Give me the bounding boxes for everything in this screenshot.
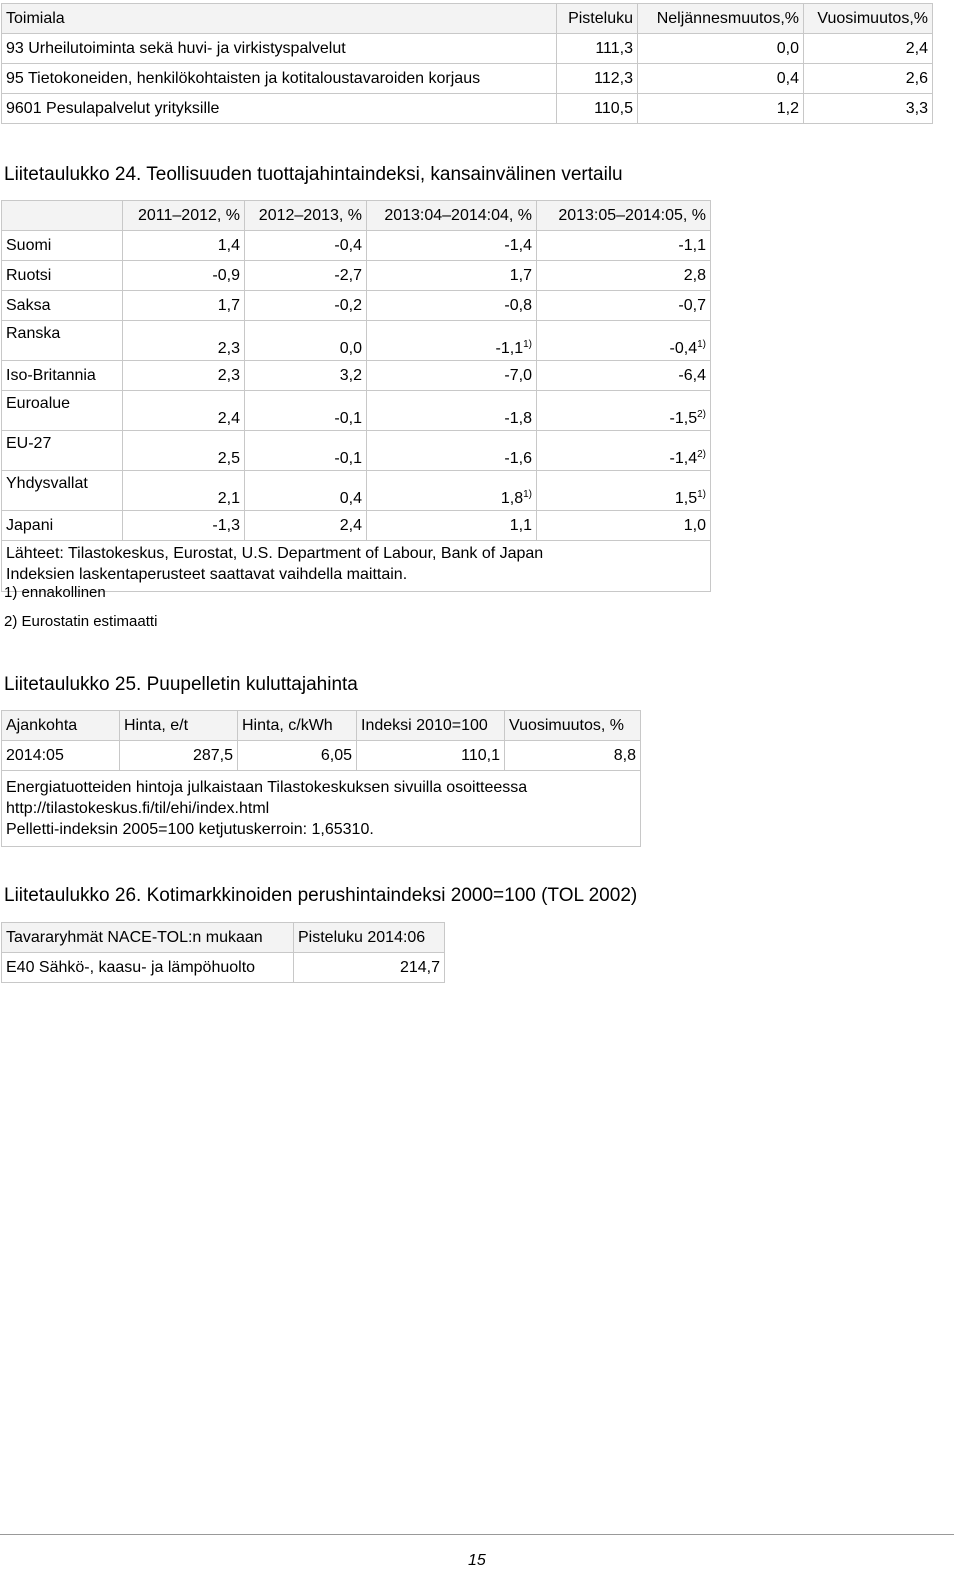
- cell-value: -0,7: [678, 296, 706, 314]
- info-url: http://tilastokeskus.fi/til/ehi/index.html: [6, 800, 270, 817]
- method-line: Indeksien laskentaperusteet saattavat vaihdella maittain.: [6, 566, 408, 583]
- sources-note: [2, 541, 711, 592]
- cell: [123, 261, 245, 291]
- cell: 8,8: [505, 741, 641, 771]
- row-label: Ruotsi: [2, 261, 123, 291]
- wood-pellet-price-table: [1, 710, 641, 847]
- cell-value: -0,2: [334, 296, 362, 314]
- cell-value: 2,4: [339, 516, 362, 534]
- footnote-marker: 2): [697, 449, 706, 460]
- column-header: Pisteluku: [557, 4, 638, 34]
- cell: [123, 231, 245, 261]
- cell: 287,5: [120, 741, 238, 771]
- table-25-caption: Liitetaulukko 25. Puupelletin kuluttajahinta: [4, 674, 358, 695]
- cell-value: -7,0: [504, 366, 532, 384]
- cell: 2014:05: [2, 741, 120, 771]
- cell: [537, 361, 711, 391]
- cell: [123, 511, 245, 541]
- cell-value: -1,4: [669, 450, 698, 467]
- service-price-index-table: [1, 3, 933, 124]
- cell: [245, 511, 367, 541]
- cell-value: 0,0: [339, 340, 362, 357]
- cell-value: -0,1: [334, 410, 362, 427]
- table-row: [2, 231, 711, 261]
- cell: 95 Tietokoneiden, henkilökohtaisten ja kotitaloustavaroiden korjaus: [2, 64, 557, 94]
- cell: [245, 431, 367, 471]
- table-row: [2, 953, 445, 983]
- cell: [123, 291, 245, 321]
- cell: 0,4: [638, 64, 804, 94]
- info-line: Energiatuotteiden hintoja julkaistaan Tilastokeskuksen sivuilla osoitteessa: [6, 779, 528, 796]
- info-row: [2, 771, 641, 847]
- cell: 2,6: [804, 64, 933, 94]
- cell: [245, 391, 367, 431]
- cell-value: -1,8: [504, 410, 532, 427]
- table-24-caption: Liitetaulukko 24. Teollisuuden tuottajahintaindeksi, kansainvälinen vertailu: [4, 164, 623, 185]
- cell-value: 1,0: [683, 516, 706, 534]
- table-row: [2, 291, 711, 321]
- table-row: [2, 261, 711, 291]
- cell-value: 3,2: [339, 366, 362, 384]
- cell: [123, 391, 245, 431]
- column-header: Vuosimuutos,%: [804, 4, 933, 34]
- cell-value: 1,7: [217, 296, 240, 314]
- cell: [245, 261, 367, 291]
- cell-value: -0,4: [334, 236, 362, 254]
- footnote-preliminary: 1) ennakollinen: [4, 584, 106, 601]
- cell-value: 1,7: [509, 266, 532, 284]
- cell: [245, 471, 367, 511]
- cell: [367, 261, 537, 291]
- table-row: [2, 431, 711, 471]
- page-number: 15: [468, 1552, 486, 1569]
- cell: [367, 321, 537, 361]
- cell: [367, 511, 537, 541]
- column-header: Tavararyhmät NACE-TOL:n mukaan: [2, 923, 294, 953]
- cell: [245, 361, 367, 391]
- table-header-row: [2, 923, 445, 953]
- domestic-basic-price-table: [1, 922, 445, 983]
- table-row: [2, 94, 933, 124]
- cell: [367, 391, 537, 431]
- column-header: Indeksi 2010=100: [357, 711, 505, 741]
- table-header-row: [2, 711, 641, 741]
- column-header: Toimiala: [2, 4, 557, 34]
- cell-value: -2,7: [334, 266, 362, 284]
- cell: 110,5: [557, 94, 638, 124]
- cell-value: 1,5: [674, 490, 698, 507]
- table-row: [2, 471, 711, 511]
- cell: 93 Urheilutoiminta sekä huvi- ja virkistyspalvelut: [2, 34, 557, 64]
- row-label: Suomi: [2, 231, 123, 261]
- cell: [367, 471, 537, 511]
- cell: [123, 361, 245, 391]
- cell-value: 1,1: [509, 516, 532, 534]
- cell: [367, 231, 537, 261]
- cell: [537, 431, 711, 471]
- cell-value: 2,3: [217, 340, 240, 357]
- cell: 9601 Pesulapalvelut yrityksille: [2, 94, 557, 124]
- cell: 112,3: [557, 64, 638, 94]
- cell-value: -1,5: [669, 410, 698, 427]
- cell-value: -1,1: [678, 236, 706, 254]
- column-header: Neljännesmuutos,%: [638, 4, 804, 34]
- cell-value: -0,1: [334, 450, 362, 467]
- table-row: [2, 391, 711, 431]
- cell: 0,0: [638, 34, 804, 64]
- row-label: Japani: [2, 511, 123, 541]
- column-header: Ajankohta: [2, 711, 120, 741]
- table-body: [2, 231, 711, 541]
- cell-value: 0,4: [339, 490, 362, 507]
- table-row: [2, 34, 933, 64]
- cell: [245, 231, 367, 261]
- cell: [123, 431, 245, 471]
- cell-value: 1,4: [217, 236, 240, 254]
- cell: [537, 511, 711, 541]
- cell-value: 2,5: [217, 450, 240, 467]
- cell: [367, 431, 537, 471]
- cell-value: 2,8: [683, 266, 706, 284]
- cell: 3,3: [804, 94, 933, 124]
- cell-value: -1,3: [212, 516, 240, 534]
- cell-value: -0,8: [504, 296, 532, 314]
- table-row: [2, 361, 711, 391]
- cell-value: -1,4: [504, 236, 532, 254]
- table-row: [2, 741, 641, 771]
- table-header-row: [2, 201, 711, 231]
- info-note: [2, 771, 641, 847]
- row-label: Saksa: [2, 291, 123, 321]
- footnote-eurostat-estimate: 2) Eurostatin estimaatti: [4, 613, 158, 630]
- producer-price-comparison-table: [1, 200, 711, 592]
- cell: 111,3: [557, 34, 638, 64]
- cell-value: 2,3: [217, 366, 240, 384]
- cell: 214,7: [294, 953, 445, 983]
- cell-value: 2,4: [217, 410, 240, 427]
- footnote-marker: 2): [697, 409, 706, 420]
- table-row: [2, 511, 711, 541]
- table-row: [2, 64, 933, 94]
- footnote-marker: 1): [523, 339, 532, 350]
- cell: 1,2: [638, 94, 804, 124]
- cell: 6,05: [238, 741, 357, 771]
- row-label: Yhdysvallat: [2, 471, 123, 511]
- column-header: Hinta, c/kWh: [238, 711, 357, 741]
- table-row: [2, 321, 711, 361]
- cell: [537, 261, 711, 291]
- cell: [367, 291, 537, 321]
- cell-value: -6,4: [678, 366, 706, 384]
- row-label: Iso-Britannia: [2, 361, 123, 391]
- cell: [537, 291, 711, 321]
- column-header: Hinta, e/t: [120, 711, 238, 741]
- cell: 2,4: [804, 34, 933, 64]
- column-header: Pisteluku 2014:06: [294, 923, 445, 953]
- cell: [245, 321, 367, 361]
- table-26-caption: Liitetaulukko 26. Kotimarkkinoiden perushintaindeksi 2000=100 (TOL 2002): [4, 885, 638, 906]
- column-header: 2013:05–2014:05, %: [537, 201, 711, 231]
- cell-value: 2,1: [217, 490, 240, 507]
- cell: 110,1: [357, 741, 505, 771]
- cell: [123, 321, 245, 361]
- sources-line: Lähteet: Tilastokeskus, Eurostat, U.S. Department of Labour, Bank of Japan: [6, 545, 544, 562]
- info-line: Pelletti-indeksin 2005=100 ketjutuskerroin: 1,65310.: [6, 821, 374, 838]
- row-label: Euroalue: [2, 391, 123, 431]
- cell-value: -0,9: [212, 266, 240, 284]
- cell: [537, 321, 711, 361]
- cell: [245, 291, 367, 321]
- column-header: Vuosimuutos, %: [505, 711, 641, 741]
- cell-value: -1,1: [495, 340, 524, 357]
- corner-cell: [2, 201, 123, 231]
- row-label: Ranska: [2, 321, 123, 361]
- footnote-marker: 1): [523, 489, 532, 500]
- row-label: EU-27: [2, 431, 123, 471]
- cell: [367, 361, 537, 391]
- column-header: 2012–2013, %: [245, 201, 367, 231]
- column-header: 2013:04–2014:04, %: [367, 201, 537, 231]
- cell: [537, 471, 711, 511]
- cell-value: 1,8: [500, 490, 524, 507]
- table-header-row: [2, 4, 933, 34]
- footer-divider: [0, 1534, 954, 1535]
- column-header: 2011–2012, %: [123, 201, 245, 231]
- cell: [537, 391, 711, 431]
- sources-row: [2, 541, 711, 592]
- cell: [537, 231, 711, 261]
- cell: [123, 471, 245, 511]
- footnote-marker: 1): [697, 339, 706, 350]
- footnote-marker: 1): [697, 489, 706, 500]
- cell-value: -1,6: [504, 450, 532, 467]
- cell-value: -0,4: [669, 340, 698, 357]
- cell: E40 Sähkö-, kaasu- ja lämpöhuolto: [2, 953, 294, 983]
